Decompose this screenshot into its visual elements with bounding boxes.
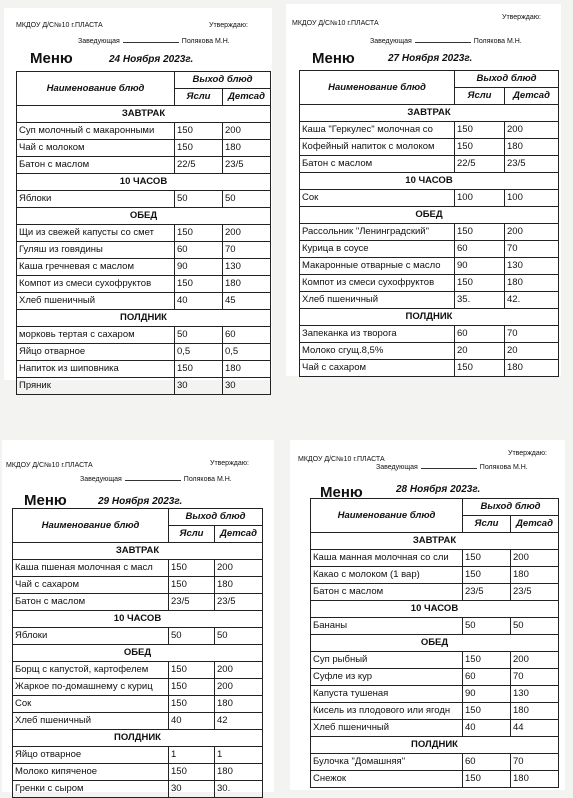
nursery-portion: 90 [463,686,511,703]
meal-section-title: 10 ЧАСОВ [300,173,559,190]
table-row [311,720,559,737]
table-row [17,276,271,293]
kindergarten-portion: 30 [223,378,271,395]
table-row [17,327,271,344]
meal-section-row [311,601,559,618]
org-name: МКДОУ Д/С№10 г.ПЛАСТА [292,20,379,27]
kindergarten-portion: 23/5 [505,156,559,173]
kindergarten-portion: 60 [223,327,271,344]
kindergarten-portion: 100 [505,190,559,207]
table-row [300,241,559,258]
table-row [300,360,559,377]
table-row [13,696,263,713]
head-label: Заведующая [370,38,412,45]
nursery-portion: 150 [463,567,511,584]
nursery-portion: 150 [463,550,511,567]
nursery-portion: 30 [169,781,215,798]
dish-name: Батон с маслом [311,584,463,601]
kindergarten-portion: 200 [505,224,559,241]
dish-name: Яблоки [17,191,175,208]
column-header-nursery: Ясли [455,88,505,105]
header-row [300,71,559,88]
kindergarten-portion: 45 [223,293,271,310]
meal-section-title: ОБЕД [17,208,271,225]
table-row [300,224,559,241]
nursery-portion: 150 [175,123,223,140]
head-name: Полякова М.Н. [479,464,528,471]
nursery-portion: 150 [455,224,505,241]
dish-name: Батон с маслом [300,156,455,173]
nursery-portion: 60 [455,326,505,343]
dish-name: Чай с сахаром [300,360,455,377]
dish-name: Запеканка из творога [300,326,455,343]
kindergarten-portion: 200 [511,652,559,669]
signature-line [421,468,477,469]
table-row [311,771,559,788]
dish-name: Кисель из плодового или ягодн [311,703,463,720]
table-row [17,191,271,208]
nursery-portion: 23/5 [169,594,215,611]
kindergarten-portion: 180 [511,771,559,788]
dish-name: Щи из свежей капусты со смет [17,225,175,242]
kindergarten-portion: 130 [223,259,271,276]
kindergarten-portion: 20 [505,343,559,360]
signature-line [125,480,181,481]
table-row [311,703,559,720]
column-header-dish: Наименование блюд [17,72,175,106]
meal-section-row [300,173,559,190]
meal-section-title: ЗАВТРАК [13,543,263,560]
kindergarten-portion: 1 [215,747,263,764]
kindergarten-portion: 30. [215,781,263,798]
nursery-portion: 23/5 [463,584,511,601]
meal-section-row [17,310,271,327]
meal-section-row [17,208,271,225]
table-row [300,343,559,360]
nursery-portion: 60 [175,242,223,259]
meal-section-row [311,533,559,550]
nursery-portion: 150 [169,662,215,679]
dish-name: Молоко кипяченое [13,764,169,781]
nursery-portion: 40 [169,713,215,730]
meal-section-row [17,106,271,123]
column-header-yield: Выход блюд [455,71,559,88]
meal-section-title: 10 ЧАСОВ [311,601,559,618]
table-row [311,550,559,567]
approve-label: Утверждаю: [209,22,248,29]
menu-date: 29 Ноября 2023г. [98,496,183,507]
nursery-portion: 150 [463,652,511,669]
meal-section-title: ОБЕД [13,645,263,662]
nursery-portion: 150 [455,122,505,139]
kindergarten-portion: 180 [505,139,559,156]
dish-name: Хлеб пшеничный [13,713,169,730]
nursery-portion: 50 [463,618,511,635]
dish-name: Булочка "Домашняя" [311,754,463,771]
kindergarten-portion: 180 [223,140,271,157]
meal-section-row [300,105,559,122]
nursery-portion: 150 [169,764,215,781]
table-row [17,157,271,174]
nursery-portion: 150 [169,696,215,713]
nursery-portion: 150 [175,225,223,242]
meal-section-title: ЗАВТРАК [300,105,559,122]
meal-section-row [13,611,263,628]
dish-name: Суп молочный с макаронными [17,123,175,140]
column-header-nursery: Ясли [169,526,215,543]
kindergarten-portion: 200 [223,123,271,140]
head-signature [370,38,522,45]
head-name: Полякова М.Н. [183,476,232,483]
kindergarten-portion: 23/5 [223,157,271,174]
kindergarten-portion: 70 [505,326,559,343]
kindergarten-portion: 180 [215,764,263,781]
nursery-portion: 60 [463,669,511,686]
dish-name: Сок [13,696,169,713]
meal-section-row [13,645,263,662]
nursery-portion: 150 [455,360,505,377]
dish-name: Пряник [17,378,175,395]
table-row [17,123,271,140]
column-header-dish: Наименование блюд [300,71,455,105]
table-row [17,344,271,361]
menu-sheet-nov28 [290,440,565,790]
dish-name: Батон с маслом [13,594,169,611]
kindergarten-portion: 180 [223,361,271,378]
meal-section-row [17,174,271,191]
column-header-kindergarten: Детсад [223,89,271,106]
kindergarten-portion: 180 [505,275,559,292]
table-row [17,242,271,259]
table-row [300,326,559,343]
meal-section-row [311,737,559,754]
head-signature [78,38,230,45]
dish-name: Хлеб пшеничный [300,292,455,309]
menu-sheet-nov27 [286,4,561,376]
nursery-portion: 22/5 [455,156,505,173]
nursery-portion: 150 [463,771,511,788]
table-row [311,669,559,686]
nursery-portion: 60 [463,754,511,771]
table-row [311,618,559,635]
meal-section-row [13,543,263,560]
table-row [300,190,559,207]
table-row [17,140,271,157]
kindergarten-portion: 200 [505,122,559,139]
menu-table [310,498,559,788]
table-row [311,584,559,601]
table-row [300,292,559,309]
table-row [13,747,263,764]
nursery-portion: 150 [175,361,223,378]
table-row [13,594,263,611]
table-row [17,361,271,378]
kindergarten-portion: 70 [505,241,559,258]
column-header-dish: Наименование блюд [311,499,463,533]
kindergarten-portion: 50 [511,618,559,635]
kindergarten-portion: 50 [223,191,271,208]
column-header-nursery: Ясли [175,89,223,106]
table-row [13,679,263,696]
kindergarten-portion: 42. [505,292,559,309]
approve-label: Утверждаю: [502,14,541,21]
dish-name: Каша гречневая с маслом [17,259,175,276]
kindergarten-portion: 180 [215,577,263,594]
nursery-portion: 150 [463,703,511,720]
menu-heading: Меню [30,50,73,67]
head-signature [376,464,528,471]
kindergarten-portion: 70 [511,754,559,771]
dish-name: Курица в соусе [300,241,455,258]
dish-name: Жаркое по-домашнему с куриц [13,679,169,696]
meal-section-row [300,309,559,326]
nursery-portion: 90 [455,258,505,275]
dish-name: Каша "Геркулес" молочная со [300,122,455,139]
nursery-portion: 40 [463,720,511,737]
dish-name: Молоко сгущ.8,5% [300,343,455,360]
meal-section-title: ОБЕД [311,635,559,652]
nursery-portion: 150 [169,577,215,594]
header-row [17,72,271,89]
dish-name: Суп рыбный [311,652,463,669]
meal-section-row [311,635,559,652]
dish-name: Борщ с капустой, картофелем [13,662,169,679]
table-row [13,764,263,781]
table-row [13,713,263,730]
meal-section-title: ПОЛДНИК [17,310,271,327]
column-header-kindergarten: Детсад [215,526,263,543]
kindergarten-portion: 200 [511,550,559,567]
head-name: Полякова М.Н. [181,38,230,45]
column-header-kindergarten: Детсад [511,516,559,533]
dish-name: Какао с молоком (1 вар) [311,567,463,584]
dish-name: морковь тертая с сахаром [17,327,175,344]
approve-label: Утверждаю: [508,450,547,457]
dish-name: Компот из смеси сухофруктов [17,276,175,293]
kindergarten-portion: 180 [215,696,263,713]
menu-date: 27 Ноября 2023г. [388,53,473,64]
kindergarten-portion: 200 [215,560,263,577]
kindergarten-portion: 200 [215,679,263,696]
menu-date: 24 Ноября 2023г. [109,54,194,65]
table-row [311,686,559,703]
kindergarten-portion: 0,5 [223,344,271,361]
dish-name: Компот из смеси сухофруктов [300,275,455,292]
table-row [17,259,271,276]
table-row [311,754,559,771]
kindergarten-portion: 200 [223,225,271,242]
table-row [311,567,559,584]
dish-name: Каша манная молочная со сли [311,550,463,567]
dish-name: Батон с маслом [17,157,175,174]
meal-section-row [300,207,559,224]
dish-name: Чай с молоком [17,140,175,157]
meal-section-title: ПОЛДНИК [300,309,559,326]
org-name: МКДОУ Д/С№10 г.ПЛАСТА [298,456,385,463]
dish-name: Хлеб пшеничный [17,293,175,310]
menu-heading: Меню [312,50,355,67]
nursery-portion: 100 [455,190,505,207]
nursery-portion: 0,5 [175,344,223,361]
table-row [300,156,559,173]
meal-section-title: 10 ЧАСОВ [13,611,263,628]
header-row [311,499,559,516]
menu-table [299,70,559,377]
dish-name: Капуста тушеная [311,686,463,703]
kindergarten-portion: 44 [511,720,559,737]
table-row [300,122,559,139]
dish-name: Чай с сахаром [13,577,169,594]
kindergarten-portion: 130 [511,686,559,703]
column-header-dish: Наименование блюд [13,509,169,543]
table-row [13,560,263,577]
menu-table [12,508,263,798]
menu-sheet-nov24 [4,8,272,391]
dish-name: Яблоки [13,628,169,645]
kindergarten-portion: 130 [505,258,559,275]
dish-name: Напиток из шиповника [17,361,175,378]
dish-name: Каша пшеная молочная с масл [13,560,169,577]
meal-section-row [13,730,263,747]
kindergarten-portion: 23/5 [511,584,559,601]
header-row [13,509,263,526]
table-row [13,628,263,645]
nursery-portion: 40 [175,293,223,310]
nursery-portion: 150 [455,275,505,292]
table-row [311,652,559,669]
nursery-portion: 1 [169,747,215,764]
head-label: Заведующая [376,464,418,471]
nursery-portion: 150 [169,679,215,696]
kindergarten-portion: 180 [511,703,559,720]
kindergarten-portion: 23/5 [215,594,263,611]
table-row [13,662,263,679]
meal-section-title: ПОЛДНИК [13,730,263,747]
nursery-portion: 60 [455,241,505,258]
nursery-portion: 150 [455,139,505,156]
table-row [13,781,263,798]
meal-section-title: ПОЛДНИК [311,737,559,754]
kindergarten-portion: 42 [215,713,263,730]
menu-heading: Меню [320,484,363,501]
dish-name: Яйцо отварное [17,344,175,361]
nursery-portion: 150 [169,560,215,577]
menu-heading: Меню [24,492,67,509]
table-row [17,225,271,242]
dish-name: Сок [300,190,455,207]
dish-name: Кофейный напиток с молоком [300,139,455,156]
table-row [17,293,271,310]
nursery-portion: 90 [175,259,223,276]
table-row [300,275,559,292]
dish-name: Хлеб пшеничный [311,720,463,737]
menu-sheet-nov29 [2,440,274,792]
meal-section-title: ЗАВТРАК [311,533,559,550]
meal-section-title: 10 ЧАСОВ [17,174,271,191]
kindergarten-portion: 200 [215,662,263,679]
table-row [17,378,271,395]
dish-name: Яйцо отварное [13,747,169,764]
nursery-portion: 20 [455,343,505,360]
kindergarten-portion: 180 [223,276,271,293]
column-header-yield: Выход блюд [169,509,263,526]
head-signature [80,476,232,483]
nursery-portion: 50 [175,327,223,344]
kindergarten-portion: 70 [511,669,559,686]
kindergarten-portion: 70 [223,242,271,259]
menu-date: 28 Ноября 2023г. [396,484,481,495]
nursery-portion: 30 [175,378,223,395]
dish-name: Рассольник "Ленинградский" [300,224,455,241]
column-header-nursery: Ясли [463,516,511,533]
dish-name: Суфле из кур [311,669,463,686]
table-row [13,577,263,594]
signature-line [123,42,179,43]
menu-table [16,71,271,395]
nursery-portion: 50 [169,628,215,645]
table-row [300,139,559,156]
org-name: МКДОУ Д/С№10 г.ПЛАСТА [6,462,93,469]
meal-section-title: ОБЕД [300,207,559,224]
dish-name: Бананы [311,618,463,635]
dish-name: Макаронные отварные с масло [300,258,455,275]
nursery-portion: 150 [175,140,223,157]
meal-section-title: ЗАВТРАК [17,106,271,123]
signature-line [415,42,471,43]
kindergarten-portion: 50 [215,628,263,645]
head-label: Заведующая [80,476,122,483]
column-header-yield: Выход блюд [463,499,559,516]
approve-label: Утверждаю: [210,460,249,467]
column-header-yield: Выход блюд [175,72,271,89]
org-name: МКДОУ Д/С№10 г.ПЛАСТА [16,22,103,29]
table-row [300,258,559,275]
column-header-kindergarten: Детсад [505,88,559,105]
dish-name: Гренки с сыром [13,781,169,798]
nursery-portion: 22/5 [175,157,223,174]
dish-name: Гуляш из говядины [17,242,175,259]
nursery-portion: 35. [455,292,505,309]
kindergarten-portion: 180 [505,360,559,377]
nursery-portion: 150 [175,276,223,293]
head-label: Заведующая [78,38,120,45]
nursery-portion: 50 [175,191,223,208]
kindergarten-portion: 180 [511,567,559,584]
head-name: Полякова М.Н. [473,38,522,45]
dish-name: Снежок [311,771,463,788]
